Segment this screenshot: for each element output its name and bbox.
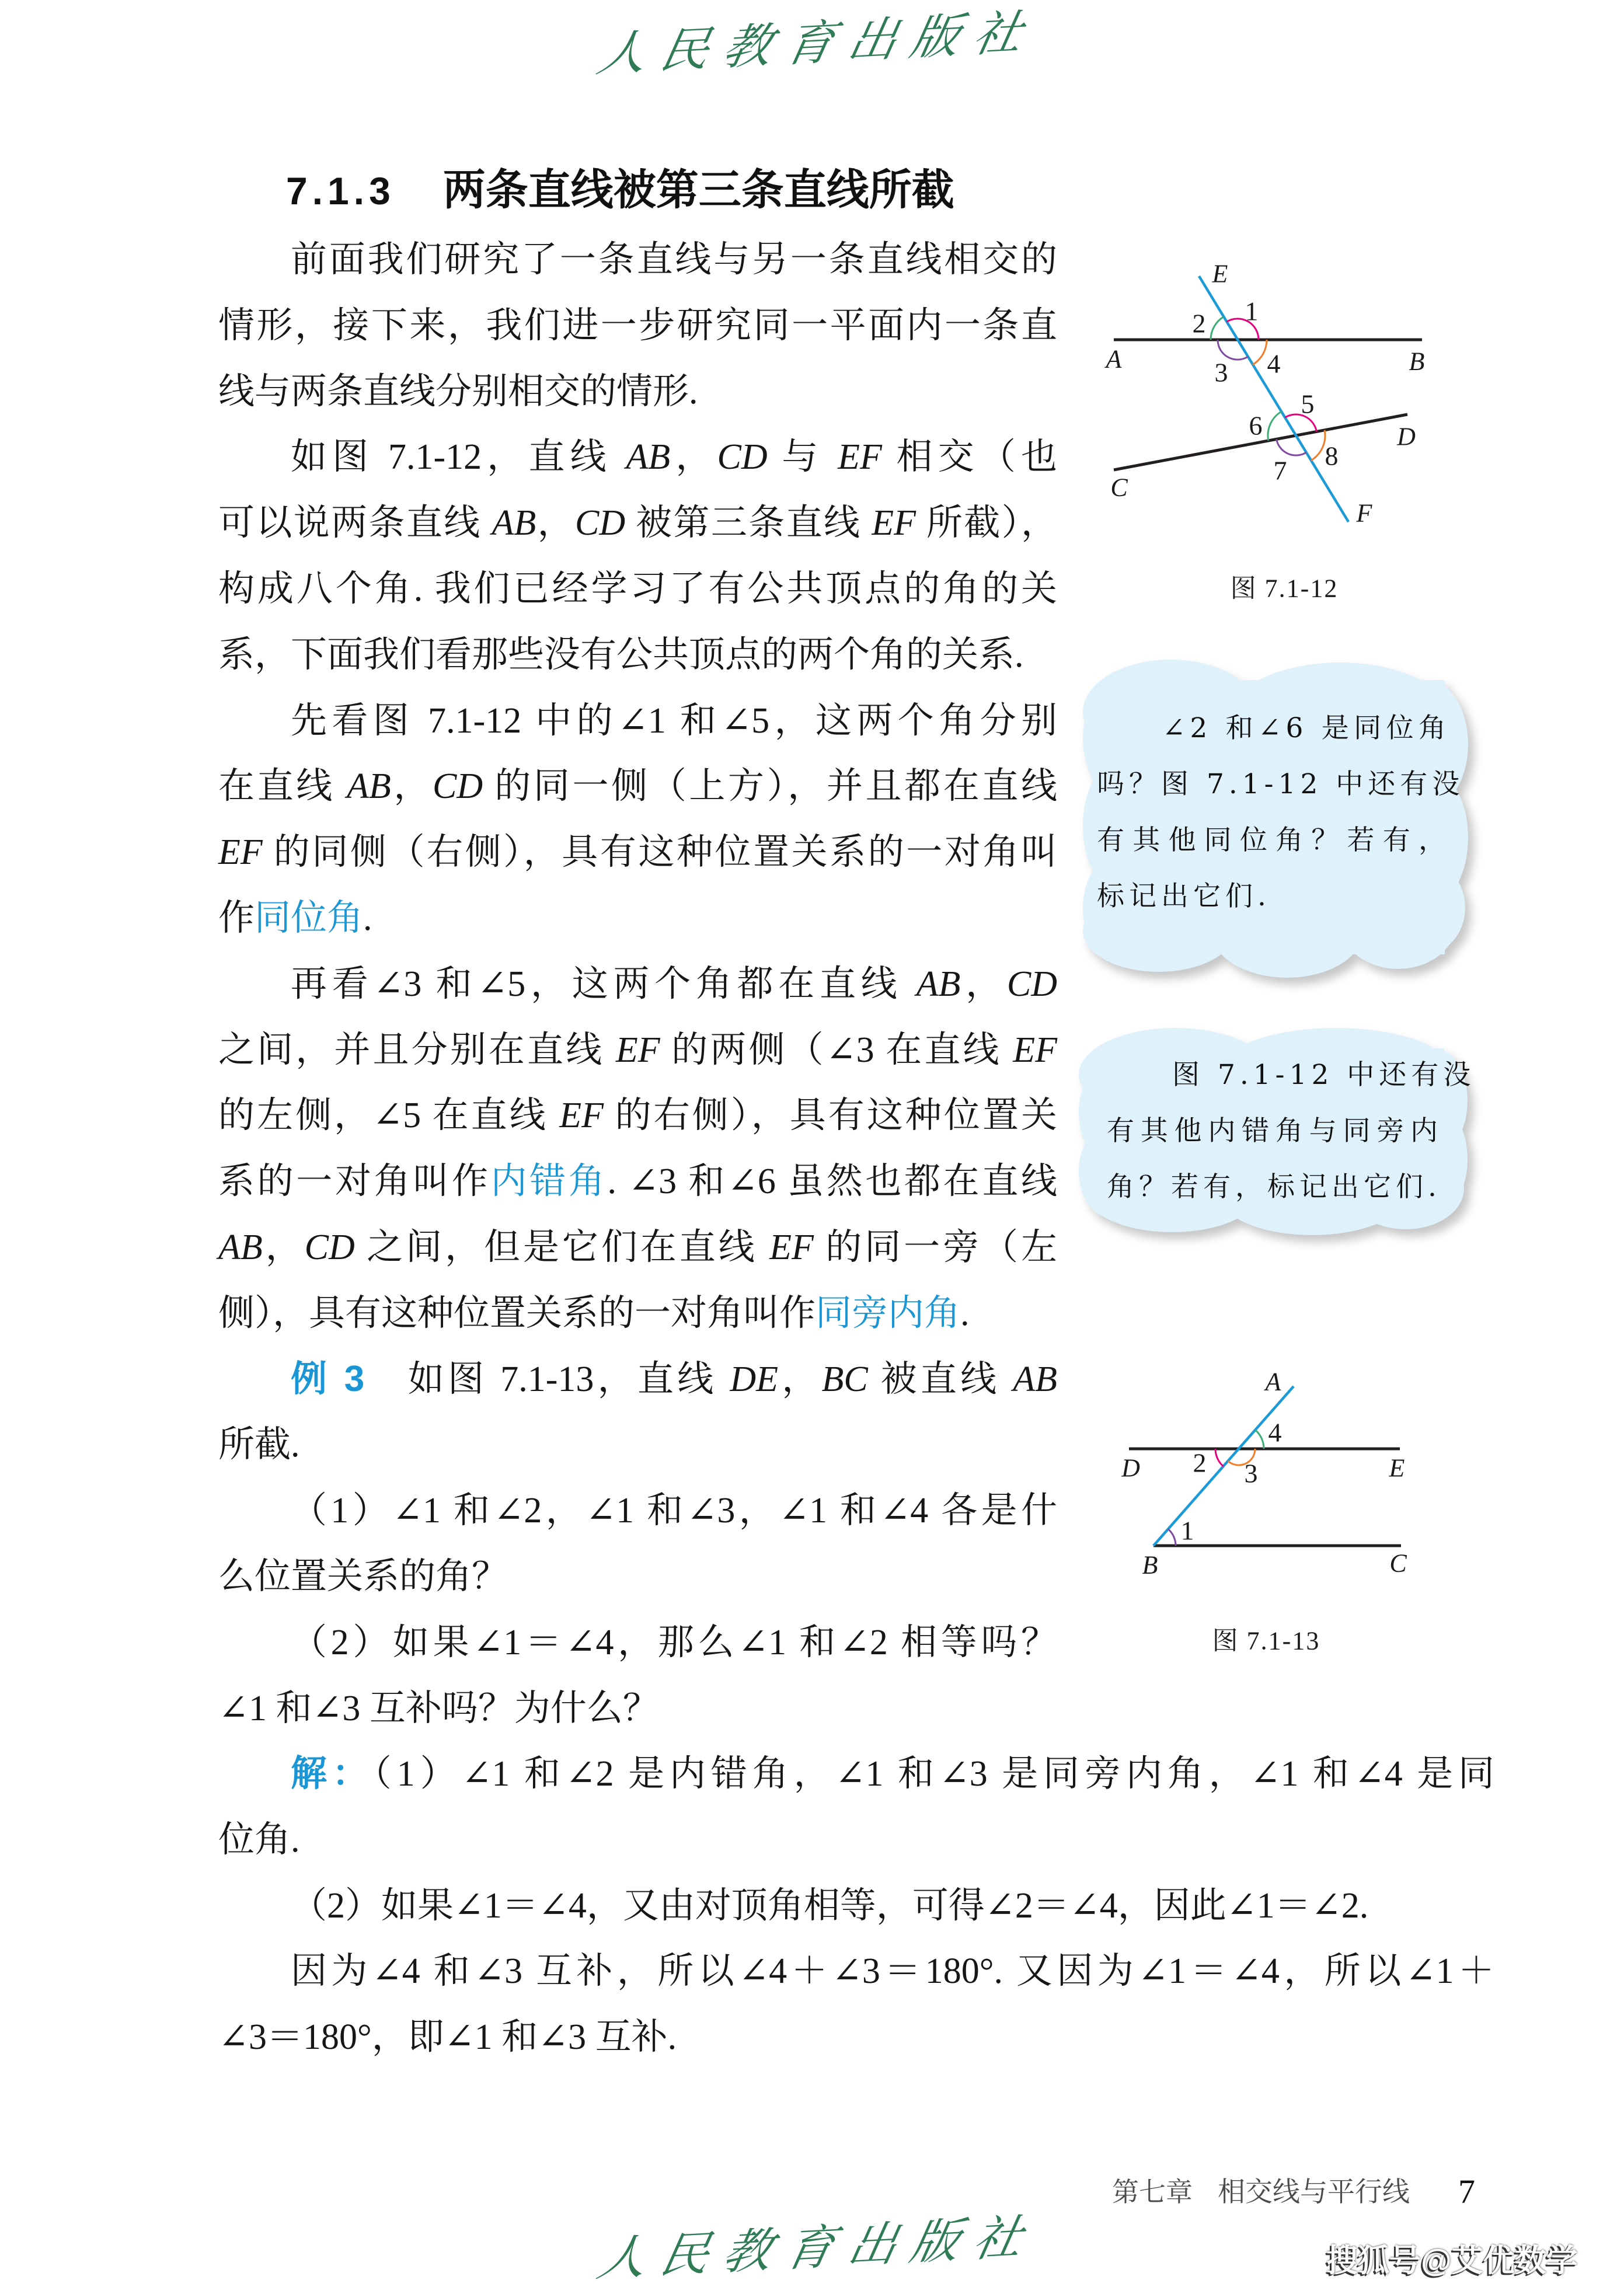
text-line: [218, 885, 1057, 951]
text-line: [218, 1215, 1057, 1281]
callout-line: 角？若有，标记出它们.: [1107, 1171, 1441, 1203]
point-label-F: F: [1356, 498, 1372, 528]
point-label-C: C: [1110, 473, 1128, 502]
figure-7-1-13: [1080, 1343, 1489, 1669]
text-line: [218, 1347, 1057, 1413]
text-run: . ∠3 和∠6 虽然也都在直线: [607, 1162, 1057, 1202]
angle-arc-4: [1255, 1430, 1264, 1449]
text-line: [218, 1610, 1057, 1676]
point-label-D: D: [1121, 1453, 1140, 1483]
text-run: 所截），: [915, 503, 1057, 543]
math-variable: EF: [615, 1030, 660, 1070]
math-variable: AB: [492, 503, 536, 543]
figure-caption: 图 7.1-13: [1212, 1626, 1320, 1655]
angle-arc-4: [1253, 340, 1267, 365]
text-run: ，: [778, 1359, 822, 1399]
text-run: 的同一侧（上方），并且都在直线: [483, 766, 1057, 807]
section-title: 两条直线被第三条直线所截: [442, 166, 954, 214]
intro-paragraphs: [218, 227, 1057, 1347]
text-run: 作: [218, 898, 255, 938]
text-run: ，: [670, 437, 717, 477]
angle-arc-2: [1215, 1449, 1224, 1466]
text-run: ，: [262, 1227, 305, 1267]
angle-label-4: 4: [1267, 348, 1281, 379]
text-run: 之间，但是它们在直线: [354, 1227, 770, 1267]
text-line: [218, 754, 1057, 820]
angle-label-2: 2: [1192, 308, 1206, 339]
math-variable: CD: [1006, 964, 1057, 1004]
math-variable: CD: [304, 1227, 355, 1267]
text-line: [218, 556, 1057, 622]
math-variable: AB: [626, 437, 671, 477]
text-run: 前面我们研究了一条直线与另一条直线相交的: [291, 240, 1057, 280]
text-run: 线与两条直线分别相交的情形.: [218, 371, 698, 412]
section-label: 解：: [291, 1753, 374, 1794]
text-run: ，: [536, 503, 576, 543]
callout-line: 图 7.1-12 中还有没: [1172, 1059, 1476, 1091]
text-run: 构成八个角. 我们已经学习了有公共顶点的角的关: [218, 569, 1057, 609]
key-term: 同旁内角: [816, 1292, 961, 1333]
text-line: [218, 951, 1057, 1017]
math-variable: CD: [717, 437, 768, 477]
text-line: [218, 1544, 1057, 1610]
text-line: [218, 820, 1057, 885]
angle-arc-2: [1211, 317, 1224, 340]
text-run: 与: [767, 437, 838, 477]
text-run: 如图 7.1-13，直线: [364, 1359, 730, 1399]
point-label-E: E: [1389, 1453, 1405, 1483]
text-run: 因为∠4 和∠3 互补，所以∠4＋∠3＝180°. 又因为∠1＝∠4，所以∠1＋: [291, 1951, 1494, 1992]
text-line: [218, 1676, 1057, 1742]
section-number: 7.1.3: [286, 169, 395, 212]
callout-text: [1107, 1047, 1476, 1215]
text-line: [218, 359, 1057, 425]
text-run: 情形，接下来，我们进一步研究同一平面内一条直: [218, 305, 1057, 346]
figure-caption: 图 7.1-12: [1230, 574, 1339, 603]
angle-label-5: 5: [1301, 389, 1315, 419]
callout-line: 标记出它们.: [1097, 880, 1271, 912]
math-variable: EF: [218, 832, 263, 873]
angle-label-3: 3: [1244, 1458, 1258, 1488]
text-line: [218, 293, 1057, 359]
point-label-D: D: [1397, 422, 1416, 451]
angle-arc-8: [1311, 430, 1325, 461]
text-run: 相交（也: [881, 437, 1057, 477]
text-line: [218, 1478, 1057, 1544]
text-run: .: [363, 898, 372, 938]
angle-label-2: 2: [1193, 1448, 1207, 1478]
text-line: [218, 1412, 1057, 1478]
angle-label-3: 3: [1214, 357, 1228, 388]
callout-line: 有其他同位角？若有，: [1097, 824, 1451, 856]
solution: [218, 1741, 1494, 2070]
text-run: 么位置关系的角？: [218, 1556, 508, 1596]
text-run: 的右侧），具有这种位置关: [604, 1096, 1057, 1136]
text-line: [218, 227, 1057, 293]
text-run: .: [960, 1293, 970, 1333]
text-run: 在直线: [218, 766, 347, 807]
angle-label-6: 6: [1249, 410, 1263, 441]
text-line: [218, 490, 1057, 556]
callout-line: 吗？图 7.1-12 中还有没: [1097, 768, 1465, 800]
section-heading: [286, 161, 954, 219]
text-line: [218, 1807, 1494, 1873]
math-variable: BC: [821, 1359, 868, 1399]
text-line: [218, 1149, 1057, 1215]
text-run: 的同侧（右侧），具有这种位置关系的一对角叫: [262, 832, 1057, 873]
angle-label-7: 7: [1273, 455, 1287, 486]
text-line: [218, 1281, 1057, 1347]
key-term: 同位角: [255, 897, 364, 938]
text-run: ，: [960, 964, 1007, 1004]
text-run: 的两侧（∠3 在直线: [660, 1030, 1013, 1070]
text-run: （2）如果∠1＝∠4，那么∠1 和∠2 相等吗？: [291, 1622, 1057, 1662]
math-variable: AB: [1013, 1359, 1057, 1399]
angle-label-1: 1: [1180, 1515, 1194, 1546]
math-variable: EF: [838, 437, 882, 477]
angle-arc-6: [1268, 412, 1281, 441]
text-run: 侧），具有这种位置关系的一对角叫作: [218, 1293, 816, 1333]
point-label-A: A: [1106, 344, 1122, 374]
text-run: （1）∠1 和∠2，∠1 和∠3，∠1 和∠4 各是什: [291, 1491, 1057, 1531]
text-run: 先看图 7.1-12 中的∠1 和∠5，这两个角分别: [291, 700, 1057, 741]
text-run: 系的一对角叫作: [218, 1162, 491, 1202]
callout-line: 有其他内错角与同旁内: [1107, 1115, 1442, 1147]
text-run: 可以说两条直线: [218, 503, 492, 543]
text-line: [218, 688, 1057, 754]
text-run: （2）如果∠1＝∠4，又由对顶角相等，可得∠2＝∠4，因此∠1＝∠2.: [291, 1885, 1369, 1926]
angle-label-4: 4: [1268, 1417, 1282, 1448]
text-run: 被第三条直线: [625, 503, 872, 543]
watermark: 搜狐号@艾优数学: [1326, 2243, 1578, 2278]
text-run: 位角.: [218, 1819, 300, 1860]
text-line: [218, 1083, 1057, 1149]
text-run: 之间，并且分别在直线: [218, 1030, 616, 1070]
text-line: [218, 2004, 1494, 2070]
point-label-B: B: [1142, 1550, 1158, 1580]
point-label-A: A: [1265, 1367, 1281, 1396]
angle-arc-1: [1168, 1529, 1176, 1546]
callout-text: [1097, 700, 1465, 925]
text-run: 被直线: [867, 1359, 1013, 1399]
publisher-logo-top: 人民教育出版社: [593, 4, 1042, 83]
footer-chapter: 第七章: [1112, 2177, 1193, 2207]
angle-label-8: 8: [1325, 441, 1339, 471]
text-line: [218, 1939, 1494, 2004]
math-variable: EF: [872, 503, 916, 543]
key-term: 内错角: [490, 1161, 608, 1202]
math-variable: DE: [730, 1359, 778, 1399]
publisher-logo-bottom: 人民教育出版社: [593, 2209, 1042, 2288]
text-run: ，: [391, 766, 433, 807]
math-variable: CD: [575, 503, 626, 543]
callout-line: ∠2 和∠6 是同位角: [1162, 712, 1451, 744]
example-3: [218, 1347, 1057, 1742]
text-run: 如图 7.1-12，直线: [291, 437, 626, 477]
math-variable: EF: [1013, 1030, 1057, 1070]
point-label-E: E: [1212, 259, 1228, 288]
text-run: 的左侧，∠5 在直线: [218, 1096, 560, 1136]
angle-label-1: 1: [1245, 296, 1259, 326]
text-line: [218, 424, 1057, 490]
text-run: 再看∠3 和∠5，这两个角都在直线: [291, 964, 916, 1004]
text-line: [218, 1741, 1494, 1807]
text-run: （1）∠1 和∠2 是内错角，∠1 和∠3 是同旁内角，∠1 和∠4 是同: [373, 1754, 1494, 1794]
math-variable: AB: [347, 766, 391, 807]
page-number: 7: [1458, 2173, 1475, 2211]
text-run: ∠1 和∠3 互补吗？为什么？: [218, 1688, 659, 1728]
footer-chapter-title: 相交线与平行线: [1218, 2177, 1410, 2208]
math-variable: AB: [916, 964, 961, 1004]
text-line: [218, 1873, 1494, 1939]
math-variable: EF: [769, 1227, 814, 1267]
math-variable: EF: [559, 1096, 604, 1136]
text-line: [218, 622, 1057, 688]
point-label-B: B: [1409, 347, 1425, 376]
body-text: [218, 227, 1057, 1741]
figure-7-1-12: [1080, 233, 1489, 619]
text-run: 所截.: [218, 1425, 300, 1465]
math-variable: AB: [218, 1227, 263, 1267]
text-run: ∠3＝180°，即∠1 和∠3 互补.: [218, 2017, 677, 2058]
text-run: 系，下面我们看那些没有公共顶点的两个角的关系.: [218, 634, 1024, 675]
text-line: [218, 1017, 1057, 1083]
point-label-C: C: [1389, 1549, 1407, 1578]
text-run: 的同一旁（左: [813, 1227, 1057, 1267]
section-label: 例 3: [291, 1358, 365, 1399]
math-variable: CD: [433, 766, 483, 807]
